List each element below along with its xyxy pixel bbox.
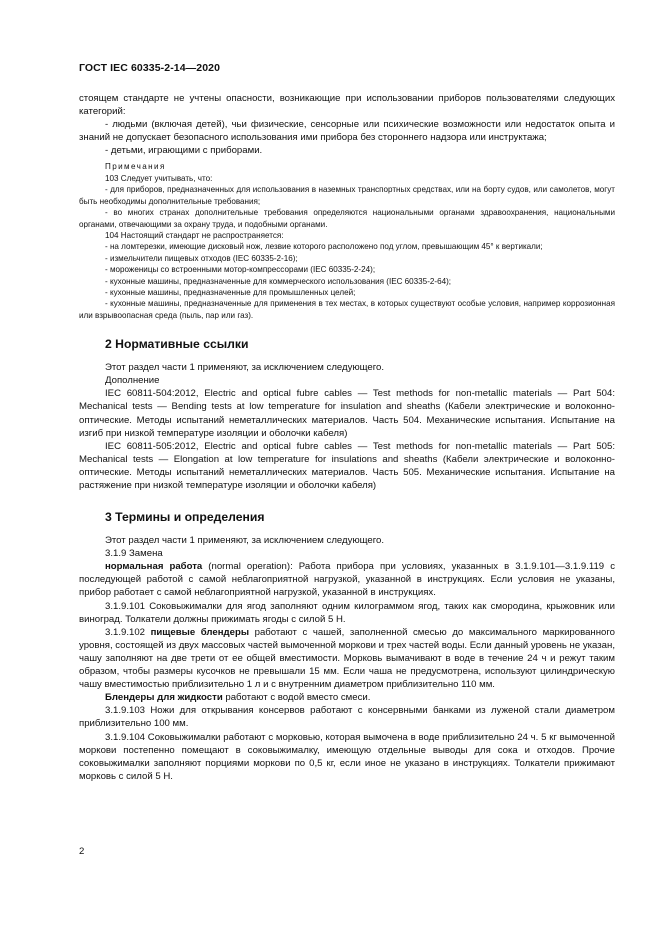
definition-text: (normal operation): Работа прибора при условиях, указанных в 3.1.9.101—3.1.9.119 с последующей работой с самой неблагоприятной нагрузкой, указанной в инструкциях. Если условия не указаны, прибор работает с самой неблагоприятной нагрузкой, указанной в инструкциях. (79, 561, 615, 599)
paragraph: 3.1.9.104 Соковыжималки работают с морковью, которая вымочена в воде приблизительно 24 ч. 5 кг вымоченной моркови постепенно помещают в соковыжималку, имеющую отдельные выводы для сока и отходов. Прочие соковыжималки заполняют порциями моркови по 0,5 кг, если иное не указано в инструкциях. Толкатели прижимают морковь с силой 5 Н. (79, 731, 615, 782)
term: Блендеры для жидкости (105, 692, 223, 704)
reference-paragraph: IEC 60811-505:2012, Electric and optical fubre cables — Test methods for non-metallic materials — Part 505: Mechanical tests — Elongation at low temperature for insulations and sheaths (Кабели электрические и волоконно-оптические. Методы испытаний неметаллических материалов. Часть 505. Механические испытания. Испытание на растяжение при низкой температуре изоляции и оболочки кабеля) (79, 440, 615, 491)
paragraph: Этот раздел части 1 применяют, за исключением следующего. (105, 535, 385, 547)
paragraph: 3.1.9.103 Ножи для открывания консервов работают с консервными банками из луженой стали диаметром приблизительно 100 мм. (79, 705, 615, 730)
list-item: - детьми, играющими с приборами. (105, 145, 263, 157)
paragraph: 3.1.9.101 Соковыжималки для ягод заполняют одним килограммом ягод, таких как смородина, крыжовник или виноград. Толкатели должны прижимать ягоды с силой 5 Н. (79, 600, 615, 625)
paragraph (79, 626, 615, 691)
paragraph: стоящем стандарте не учтены опасности, возникающие при использовании приборов пользователями следующих категорий: (79, 93, 615, 118)
note-paragraph: - кухонные машины, предназначенные для промышленных целей; (105, 287, 356, 297)
note-paragraph: 104 Настоящий стандарт не распространяется: (105, 230, 284, 240)
page-number: 2 (79, 846, 85, 857)
paragraph: 3.1.9 Замена (105, 548, 163, 560)
notes-block (79, 161, 615, 321)
notes-title: Примечания (105, 162, 166, 172)
section-3-heading: 3 Термины и определения (105, 510, 265, 525)
term: пищевые блендеры (150, 626, 250, 638)
section-3-body (79, 534, 615, 783)
paragraph-text: работают с чашей, заполненной смесью до максимального маркированного уровня, состоящей из двух массовых частей вымоченной моркови и трех частей воды. Если данный уровень не указан, чашу заполняют на две трети от ее общей вместимости. Морковь вымачивают в воде в течение 24 ч и режут таким образом, чтобы размеры кусочков не превышали 15 мм. Если чаша не предусмотрена, используют цилиндрическую чашу вместимостью приблизительно 1 л и с внутренним диаметром приблизительно 110 мм. (79, 626, 615, 691)
section-2-body (79, 361, 615, 492)
definition-paragraph (79, 560, 615, 599)
intro-block (79, 92, 615, 157)
note-paragraph: - измельчители пищевых отходов (IEC 60335-2-16); (105, 253, 298, 263)
note-paragraph: - мороженицы со встроенными мотор-компрессорами (IEC 60335-2-24); (105, 265, 376, 275)
paragraph: Дополнение (105, 375, 160, 387)
document-header: ГОСТ IEC 60335-2-14—2020 (79, 62, 221, 74)
clause-number: 3.1.9.102 (105, 626, 151, 638)
note-paragraph: - на ломтерезки, имеющие дисковый нож, лезвие которого расположено под углом, превышающим 45° к вертикали; (105, 242, 543, 252)
note-paragraph: 103 Следует учитывать, что: (105, 173, 213, 183)
note-paragraph: - кухонные машины, предназначенные для коммерческого использования (IEC 60335-2-64); (105, 276, 452, 286)
paragraph-text: работают с водой вместо смеси. (222, 692, 371, 704)
note-paragraph: - для приборов, предназначенных для использования в наземных транспортных средствах, или на борту судов, или самолетов, могут быть необходимы дополнительные требования; (79, 185, 615, 206)
list-item: - людьми (включая детей), чьи физические, сенсорные или психические возможности или недостаток опыта и знаний не допускает безопасного использования ими прибора без стороннего надзора или инструктажа; (79, 119, 615, 144)
note-paragraph: - во многих странах дополнительные требования определяются национальными органами здравоохранения, национальными органами, отвечающими за охрану труда, и подобными органами. (79, 208, 615, 229)
note-paragraph: - кухонные машины, предназначенные для применения в тех местах, в которых существуют особые условия, например коррозионная или взрывоопасная среда (пыль, пар или газ). (79, 299, 615, 320)
paragraph (79, 691, 615, 704)
section-2-heading: 2 Нормативные ссылки (105, 337, 249, 352)
document-body (79, 92, 615, 783)
reference-paragraph: IEC 60811-504:2012, Electric and optical fubre cables — Test methods for non-metallic materials — Part 504: Mechanical tests — Bending tests at low temperature for insulation and sheaths (Кабели электрические и волоконно-оптические. Методы испытаний неметаллических материалов. Часть 504. Механические испытания. Испытание на изгиб при низкой температуре изоляции и оболочки кабеля) (79, 388, 615, 439)
paragraph: Этот раздел части 1 применяют, за исключением следующего. (105, 362, 385, 374)
term: нормальная работа (105, 561, 203, 573)
